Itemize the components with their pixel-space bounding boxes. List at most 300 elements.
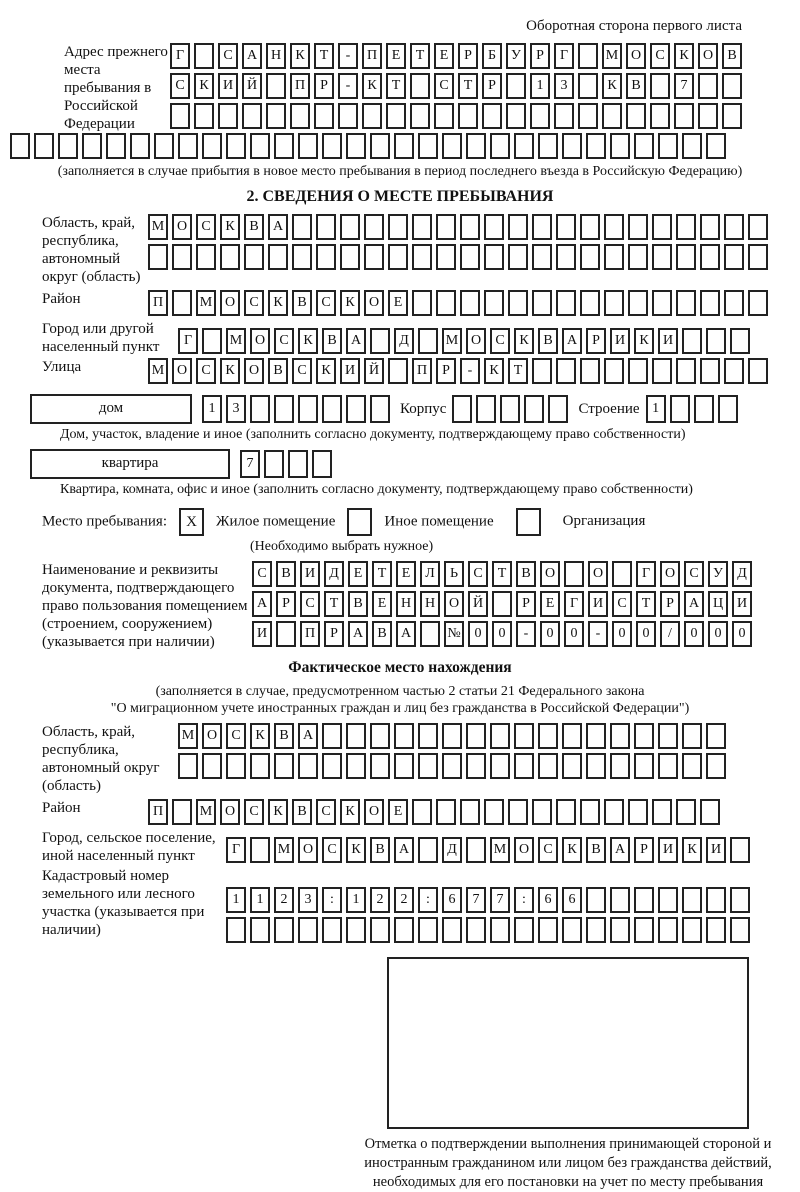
char-cell[interactable] [346, 133, 366, 159]
char-cell[interactable]: А [396, 621, 416, 647]
char-cell[interactable] [250, 395, 270, 423]
char-cell[interactable] [434, 103, 454, 129]
char-cell[interactable] [298, 395, 318, 423]
char-cell[interactable]: 2 [274, 887, 294, 913]
char-cell[interactable] [106, 133, 126, 159]
char-cell[interactable] [394, 133, 414, 159]
char-cell[interactable] [652, 290, 672, 316]
char-cell[interactable]: 6 [538, 887, 558, 913]
char-cell[interactable] [628, 799, 648, 825]
char-cell[interactable] [298, 133, 318, 159]
char-cell[interactable]: 1 [226, 887, 246, 913]
char-cell[interactable]: Ц [708, 591, 728, 617]
char-cell[interactable] [418, 723, 438, 749]
char-cell[interactable] [730, 837, 750, 863]
stay-option-organization-checkbox[interactable] [516, 508, 541, 536]
char-cell[interactable] [274, 753, 294, 779]
char-cell[interactable] [410, 103, 430, 129]
char-cell[interactable]: В [626, 73, 646, 99]
char-cell[interactable] [602, 103, 622, 129]
char-cell[interactable]: К [220, 358, 240, 384]
char-cell[interactable] [658, 133, 678, 159]
char-cell[interactable]: М [148, 214, 168, 240]
char-cell[interactable]: Е [388, 799, 408, 825]
char-cell[interactable]: П [290, 73, 310, 99]
char-cell[interactable]: О [466, 328, 486, 354]
char-cell[interactable]: А [348, 621, 368, 647]
char-cell[interactable]: Т [458, 73, 478, 99]
char-cell[interactable] [748, 214, 768, 240]
char-cell[interactable]: С [300, 591, 320, 617]
char-cell[interactable] [370, 328, 390, 354]
char-cell[interactable] [172, 799, 192, 825]
char-cell[interactable] [394, 723, 414, 749]
char-cell[interactable] [274, 395, 294, 423]
char-cell[interactable] [460, 244, 480, 270]
char-cell[interactable] [226, 753, 246, 779]
char-cell[interactable] [370, 395, 390, 423]
char-cell[interactable] [490, 723, 510, 749]
char-cell[interactable]: 1 [202, 395, 222, 423]
char-cell[interactable] [338, 103, 358, 129]
char-cell[interactable] [484, 290, 504, 316]
char-cell[interactable] [676, 214, 696, 240]
char-cell[interactable] [634, 917, 654, 943]
char-cell[interactable]: А [684, 591, 704, 617]
char-cell[interactable] [530, 103, 550, 129]
char-cell[interactable] [418, 133, 438, 159]
char-cell[interactable] [556, 214, 576, 240]
char-cell[interactable] [442, 133, 462, 159]
char-cell[interactable] [676, 358, 696, 384]
char-cell[interactable]: Р [458, 43, 478, 69]
char-cell[interactable]: И [218, 73, 238, 99]
char-cell[interactable] [340, 244, 360, 270]
char-cell[interactable]: В [722, 43, 742, 69]
char-cell[interactable] [442, 917, 462, 943]
char-cell[interactable] [194, 43, 214, 69]
char-cell[interactable] [682, 917, 702, 943]
char-cell[interactable] [532, 358, 552, 384]
char-cell[interactable] [650, 103, 670, 129]
char-cell[interactable]: 7 [466, 887, 486, 913]
char-cell[interactable] [10, 133, 30, 159]
char-cell[interactable] [674, 103, 694, 129]
char-cell[interactable] [698, 103, 718, 129]
char-cell[interactable] [562, 723, 582, 749]
char-cell[interactable] [202, 328, 222, 354]
char-cell[interactable] [412, 290, 432, 316]
char-cell[interactable]: О [244, 358, 264, 384]
char-cell[interactable] [418, 753, 438, 779]
char-cell[interactable]: Р [314, 73, 334, 99]
char-cell[interactable] [436, 214, 456, 240]
char-cell[interactable]: 2 [394, 887, 414, 913]
char-cell[interactable]: К [268, 799, 288, 825]
char-cell[interactable]: П [362, 43, 382, 69]
char-cell[interactable] [484, 799, 504, 825]
char-cell[interactable] [706, 133, 726, 159]
char-cell[interactable] [586, 887, 606, 913]
char-cell[interactable]: М [274, 837, 294, 863]
char-cell[interactable] [610, 753, 630, 779]
char-cell[interactable]: 6 [442, 887, 462, 913]
char-cell[interactable]: С [322, 837, 342, 863]
char-cell[interactable]: С [252, 561, 272, 587]
char-cell[interactable] [514, 917, 534, 943]
char-cell[interactable]: 0 [708, 621, 728, 647]
char-cell[interactable] [658, 723, 678, 749]
char-cell[interactable] [420, 621, 440, 647]
char-cell[interactable] [634, 887, 654, 913]
char-cell[interactable] [466, 837, 486, 863]
char-cell[interactable] [298, 917, 318, 943]
char-cell[interactable]: С [612, 591, 632, 617]
char-cell[interactable] [586, 917, 606, 943]
char-cell[interactable] [724, 358, 744, 384]
char-cell[interactable] [556, 290, 576, 316]
char-cell[interactable] [388, 214, 408, 240]
char-cell[interactable] [652, 358, 672, 384]
char-cell[interactable] [346, 395, 366, 423]
char-cell[interactable] [586, 753, 606, 779]
char-cell[interactable] [490, 753, 510, 779]
char-cell[interactable] [268, 244, 288, 270]
char-cell[interactable] [292, 214, 312, 240]
char-cell[interactable] [82, 133, 102, 159]
char-cell[interactable] [580, 799, 600, 825]
char-cell[interactable]: А [242, 43, 262, 69]
char-cell[interactable] [604, 214, 624, 240]
char-cell[interactable] [476, 395, 496, 423]
char-cell[interactable]: А [610, 837, 630, 863]
char-cell[interactable] [226, 133, 246, 159]
char-cell[interactable] [250, 753, 270, 779]
char-cell[interactable]: К [268, 290, 288, 316]
char-cell[interactable] [506, 73, 526, 99]
char-cell[interactable] [436, 799, 456, 825]
char-cell[interactable] [700, 358, 720, 384]
char-cell[interactable] [508, 799, 528, 825]
char-cell[interactable] [578, 43, 598, 69]
char-cell[interactable]: С [468, 561, 488, 587]
char-cell[interactable]: К [674, 43, 694, 69]
char-cell[interactable]: Е [348, 561, 368, 587]
char-cell[interactable] [718, 395, 738, 423]
char-cell[interactable]: Н [266, 43, 286, 69]
char-cell[interactable]: С [684, 561, 704, 587]
char-cell[interactable] [610, 887, 630, 913]
char-cell[interactable]: В [586, 837, 606, 863]
char-cell[interactable]: Т [636, 591, 656, 617]
char-cell[interactable]: К [562, 837, 582, 863]
char-cell[interactable]: О [364, 290, 384, 316]
char-cell[interactable] [266, 73, 286, 99]
char-cell[interactable] [676, 799, 696, 825]
char-cell[interactable] [264, 450, 284, 478]
char-cell[interactable] [652, 214, 672, 240]
char-cell[interactable] [244, 244, 264, 270]
char-cell[interactable]: Т [508, 358, 528, 384]
char-cell[interactable]: В [538, 328, 558, 354]
char-cell[interactable] [628, 244, 648, 270]
char-cell[interactable]: К [220, 214, 240, 240]
char-cell[interactable] [578, 73, 598, 99]
char-cell[interactable]: О [660, 561, 680, 587]
char-cell[interactable]: 3 [226, 395, 246, 423]
char-cell[interactable] [524, 395, 544, 423]
char-cell[interactable] [658, 917, 678, 943]
char-cell[interactable] [562, 917, 582, 943]
char-cell[interactable] [748, 358, 768, 384]
char-cell[interactable] [628, 290, 648, 316]
char-cell[interactable]: У [708, 561, 728, 587]
char-cell[interactable]: - [338, 73, 358, 99]
char-cell[interactable] [706, 328, 726, 354]
char-cell[interactable] [274, 917, 294, 943]
char-cell[interactable]: 3 [298, 887, 318, 913]
char-cell[interactable] [682, 887, 702, 913]
char-cell[interactable] [340, 214, 360, 240]
char-cell[interactable] [532, 290, 552, 316]
char-cell[interactable] [322, 133, 342, 159]
char-cell[interactable] [508, 244, 528, 270]
char-cell[interactable] [658, 887, 678, 913]
char-cell[interactable]: К [484, 358, 504, 384]
char-cell[interactable] [506, 103, 526, 129]
char-cell[interactable]: В [372, 621, 392, 647]
char-cell[interactable]: Н [420, 591, 440, 617]
char-cell[interactable] [346, 723, 366, 749]
char-cell[interactable]: И [658, 328, 678, 354]
char-cell[interactable]: / [660, 621, 680, 647]
char-cell[interactable]: И [588, 591, 608, 617]
char-cell[interactable]: К [346, 837, 366, 863]
char-cell[interactable] [484, 214, 504, 240]
char-cell[interactable] [610, 917, 630, 943]
char-cell[interactable] [466, 753, 486, 779]
char-cell[interactable] [312, 450, 332, 478]
char-cell[interactable] [682, 328, 702, 354]
char-cell[interactable]: П [148, 799, 168, 825]
char-cell[interactable] [288, 450, 308, 478]
char-cell[interactable] [548, 395, 568, 423]
char-cell[interactable]: И [658, 837, 678, 863]
char-cell[interactable] [730, 328, 750, 354]
char-cell[interactable]: Р [276, 591, 296, 617]
stay-option-other-premises-checkbox[interactable] [347, 508, 372, 536]
char-cell[interactable]: Е [386, 43, 406, 69]
char-cell[interactable]: О [220, 290, 240, 316]
char-cell[interactable]: № [444, 621, 464, 647]
char-cell[interactable] [412, 214, 432, 240]
char-cell[interactable] [172, 244, 192, 270]
char-cell[interactable]: К [682, 837, 702, 863]
char-cell[interactable] [370, 723, 390, 749]
char-cell[interactable] [490, 133, 510, 159]
char-cell[interactable] [250, 837, 270, 863]
char-cell[interactable]: М [148, 358, 168, 384]
char-cell[interactable]: В [268, 358, 288, 384]
char-cell[interactable]: Е [388, 290, 408, 316]
char-cell[interactable]: Р [586, 328, 606, 354]
char-cell[interactable]: К [362, 73, 382, 99]
char-cell[interactable]: - [588, 621, 608, 647]
char-cell[interactable] [346, 917, 366, 943]
char-cell[interactable] [484, 244, 504, 270]
char-cell[interactable]: В [322, 328, 342, 354]
char-cell[interactable]: Й [242, 73, 262, 99]
char-cell[interactable] [580, 358, 600, 384]
char-cell[interactable]: А [562, 328, 582, 354]
char-cell[interactable] [706, 887, 726, 913]
char-cell[interactable]: Р [324, 621, 344, 647]
char-cell[interactable]: К [340, 799, 360, 825]
char-cell[interactable] [562, 753, 582, 779]
char-cell[interactable] [316, 244, 336, 270]
char-cell[interactable] [556, 244, 576, 270]
char-cell[interactable] [508, 214, 528, 240]
char-cell[interactable]: Т [386, 73, 406, 99]
char-cell[interactable]: И [252, 621, 272, 647]
char-cell[interactable] [202, 753, 222, 779]
char-cell[interactable]: С [650, 43, 670, 69]
char-cell[interactable]: В [274, 723, 294, 749]
char-cell[interactable]: И [610, 328, 630, 354]
char-cell[interactable]: Р [436, 358, 456, 384]
char-cell[interactable]: В [516, 561, 536, 587]
char-cell[interactable] [532, 244, 552, 270]
char-cell[interactable] [706, 723, 726, 749]
char-cell[interactable]: К [602, 73, 622, 99]
char-cell[interactable]: С [170, 73, 190, 99]
char-cell[interactable]: А [298, 723, 318, 749]
char-cell[interactable] [418, 837, 438, 863]
char-cell[interactable] [394, 917, 414, 943]
char-cell[interactable] [562, 133, 582, 159]
char-cell[interactable] [748, 244, 768, 270]
char-cell[interactable] [370, 753, 390, 779]
char-cell[interactable] [610, 723, 630, 749]
char-cell[interactable]: О [588, 561, 608, 587]
char-cell[interactable] [34, 133, 54, 159]
char-cell[interactable] [178, 753, 198, 779]
char-cell[interactable]: А [346, 328, 366, 354]
char-cell[interactable] [412, 799, 432, 825]
char-cell[interactable] [362, 103, 382, 129]
char-cell[interactable] [436, 244, 456, 270]
char-cell[interactable]: Д [732, 561, 752, 587]
char-cell[interactable]: 7 [240, 450, 260, 478]
char-cell[interactable] [492, 591, 512, 617]
char-cell[interactable] [658, 753, 678, 779]
char-cell[interactable] [682, 133, 702, 159]
char-cell[interactable] [556, 799, 576, 825]
char-cell[interactable]: С [292, 358, 312, 384]
char-cell[interactable]: М [196, 799, 216, 825]
char-cell[interactable] [442, 753, 462, 779]
char-cell[interactable] [730, 887, 750, 913]
char-cell[interactable] [202, 133, 222, 159]
char-cell[interactable] [364, 214, 384, 240]
char-cell[interactable]: Т [314, 43, 334, 69]
char-cell[interactable] [610, 133, 630, 159]
char-cell[interactable]: С [196, 358, 216, 384]
char-cell[interactable] [298, 753, 318, 779]
char-cell[interactable] [532, 799, 552, 825]
char-cell[interactable] [700, 214, 720, 240]
char-cell[interactable] [130, 133, 150, 159]
char-cell[interactable] [628, 358, 648, 384]
char-cell[interactable] [724, 214, 744, 240]
char-cell[interactable] [436, 290, 456, 316]
char-cell[interactable] [482, 103, 502, 129]
char-cell[interactable] [706, 753, 726, 779]
char-cell[interactable] [194, 103, 214, 129]
char-cell[interactable] [634, 753, 654, 779]
char-cell[interactable] [266, 103, 286, 129]
char-cell[interactable]: 0 [468, 621, 488, 647]
char-cell[interactable] [316, 214, 336, 240]
char-cell[interactable]: Д [324, 561, 344, 587]
char-cell[interactable] [604, 290, 624, 316]
char-cell[interactable]: М [178, 723, 198, 749]
char-cell[interactable]: Г [636, 561, 656, 587]
char-cell[interactable]: А [268, 214, 288, 240]
char-cell[interactable] [466, 133, 486, 159]
char-cell[interactable]: К [250, 723, 270, 749]
char-cell[interactable]: С [316, 799, 336, 825]
apartment-type-box[interactable]: квартира [30, 449, 230, 479]
char-cell[interactable]: 0 [492, 621, 512, 647]
char-cell[interactable]: О [364, 799, 384, 825]
char-cell[interactable] [670, 395, 690, 423]
char-cell[interactable]: Е [372, 591, 392, 617]
char-cell[interactable]: : [322, 887, 342, 913]
char-cell[interactable]: - [460, 358, 480, 384]
char-cell[interactable]: Ь [444, 561, 464, 587]
char-cell[interactable] [250, 917, 270, 943]
char-cell[interactable] [538, 753, 558, 779]
char-cell[interactable]: 1 [530, 73, 550, 99]
char-cell[interactable] [466, 917, 486, 943]
char-cell[interactable]: П [148, 290, 168, 316]
char-cell[interactable]: И [732, 591, 752, 617]
char-cell[interactable]: 2 [370, 887, 390, 913]
char-cell[interactable]: Т [410, 43, 430, 69]
char-cell[interactable] [580, 290, 600, 316]
char-cell[interactable]: Н [396, 591, 416, 617]
char-cell[interactable] [58, 133, 78, 159]
char-cell[interactable]: О [220, 799, 240, 825]
char-cell[interactable] [700, 244, 720, 270]
char-cell[interactable] [626, 103, 646, 129]
char-cell[interactable]: : [418, 887, 438, 913]
char-cell[interactable]: Д [394, 328, 414, 354]
char-cell[interactable]: В [370, 837, 390, 863]
char-cell[interactable] [650, 73, 670, 99]
char-cell[interactable]: 0 [540, 621, 560, 647]
char-cell[interactable]: 3 [554, 73, 574, 99]
char-cell[interactable] [386, 103, 406, 129]
char-cell[interactable] [500, 395, 520, 423]
char-cell[interactable] [604, 358, 624, 384]
char-cell[interactable] [220, 244, 240, 270]
char-cell[interactable]: И [706, 837, 726, 863]
char-cell[interactable] [274, 133, 294, 159]
char-cell[interactable]: С [244, 290, 264, 316]
char-cell[interactable]: В [292, 799, 312, 825]
